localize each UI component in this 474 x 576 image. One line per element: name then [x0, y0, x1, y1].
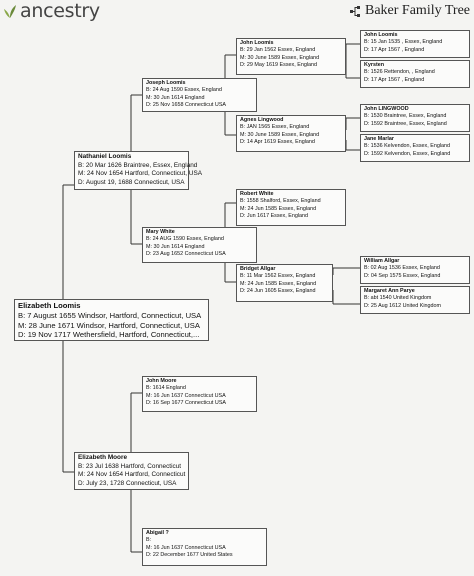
person-death: D: 22 December 1677 United States: [146, 551, 233, 558]
person-birth: B: 24 Aug 1590 Essex, England: [146, 87, 222, 94]
person-birth: B: 02 Aug 1536 Essex, England: [364, 265, 440, 272]
person-marriage: M: 24 Jun 1585 Essex, England: [240, 205, 317, 212]
person-birth: B: abt 1540 United Kingdom: [364, 295, 432, 302]
person-card-elizabeth-moore[interactable]: [74, 452, 189, 490]
person-death: D: 17 Apr 1567 , England: [364, 46, 425, 53]
person-card-jane-marlar[interactable]: [360, 134, 470, 162]
person-death: D: 17 Apr 1567 , England: [364, 76, 425, 83]
person-birth: B:: [146, 537, 152, 544]
person-marriage: M: 24 Nov 1654 Hartford, Connecticut, USA: [78, 170, 202, 178]
person-marriage: M: 30 June 1589 Essex, England: [240, 131, 320, 138]
person-card-william-allgar[interactable]: [360, 256, 470, 284]
person-card-mary-white[interactable]: [142, 227, 257, 263]
person-name: John Loomis: [364, 32, 398, 38]
person-marriage: M: 16 Jun 1637 Connecticut USA: [146, 544, 226, 551]
person-card-agnes-lingwood[interactable]: [236, 115, 346, 152]
person-birth: B: 11 Mar 1562 Essex, England: [240, 273, 316, 280]
brand-name: ancestry: [20, 0, 100, 22]
person-marriage: M: 30 Jun 1614 England: [146, 243, 205, 250]
tree-title[interactable]: [350, 3, 470, 19]
person-birth: B: 1526 Rettendon, , England: [364, 69, 435, 76]
person-death: D: 25 Aug 1612 United Kingdom: [364, 302, 442, 309]
person-name: Nathaniel Loomis: [78, 153, 132, 160]
person-death: D: Jun 1617 Essex, England: [240, 212, 309, 219]
person-death: D: 19 Nov 1717 Wethersfield, Hartford, Connecticut,...: [18, 330, 200, 340]
person-card-john-lingwood[interactable]: [360, 104, 470, 132]
person-name: Mary White: [146, 229, 175, 235]
person-birth: B: 29 Jan 1562 Essex, England: [240, 47, 316, 54]
person-death: D: 23 Aug 1652 Connecticut USA: [146, 250, 226, 257]
person-death: D: 16 Sep 1677 Connecticut USA: [146, 399, 227, 406]
person-card-nathaniel-loomis[interactable]: [74, 151, 202, 190]
person-death: D: 25 Nov 1658 Connecticut USA: [146, 101, 227, 108]
person-card-elizabeth-loomis[interactable]: [14, 299, 209, 341]
person-death: D: 1592 Braintree, Essex, England: [364, 120, 447, 127]
person-death: D: 14 Apr 1619 Essex, England: [240, 138, 315, 145]
person-name: Jane Marlar: [364, 136, 394, 142]
person-card-bridget-allgar[interactable]: [236, 264, 333, 302]
tree-title-text: Baker Family Tree: [365, 3, 470, 18]
person-birth: B: 20 Mar 1626 Braintree, Essex, England: [78, 161, 198, 169]
person-name: John LINGWOOD: [364, 106, 409, 112]
person-name: Abigail ?: [146, 530, 169, 536]
person-name: John Loomis: [240, 40, 274, 46]
person-death: D: 29 May 1619 Essex, England: [240, 61, 318, 68]
person-card-john-loomis-1535[interactable]: [360, 30, 470, 58]
person-card-abigail[interactable]: [142, 528, 267, 566]
person-marriage: M: 24 Jun 1585 Essex, England: [240, 280, 317, 287]
person-birth: B: 23 Jul 1638 Hartford, Connecticut: [78, 462, 182, 470]
person-name: Elizabeth Moore: [78, 454, 128, 461]
person-birth: B: 24 AUG 1590 Essex, England: [146, 236, 224, 243]
person-name: Kyrsten: [364, 62, 385, 68]
person-marriage: M: 28 June 1671 Windsor, Hartford, Connecticut, USA: [18, 320, 200, 330]
person-name: William Allgar: [364, 258, 400, 264]
person-birth: B: 7 August 1655 Windsor, Hartford, Connecticut, USA: [18, 310, 202, 320]
person-birth: B: 1558 Shalford, Essex, England: [240, 198, 321, 205]
person-death: D: 04 Sep 1575 Essex, England: [364, 272, 441, 279]
person-name: Elizabeth Loomis: [18, 301, 81, 310]
person-marriage: M: 30 Jun 1614 England: [146, 94, 205, 101]
person-birth: B: 1536 Kelvendon, Essex, England: [364, 143, 451, 150]
person-card-robert-white[interactable]: [236, 189, 346, 226]
person-death: D: July 23, 1728 Connecticut, USA: [78, 479, 177, 487]
person-card-margaret-ann-parye[interactable]: [360, 286, 470, 314]
person-marriage: M: 24 Nov 1654 Hartford, Connecticut: [78, 471, 186, 479]
person-name: Agnes Lingwood: [240, 117, 284, 123]
person-death: D: 1592 Kelvendon, Essex, England: [364, 150, 451, 157]
family-tree-icon: [350, 6, 361, 17]
ancestry-logo[interactable]: [2, 0, 100, 22]
person-death: D: August 19, 1688 Connecticut, USA: [78, 178, 185, 186]
person-name: Robert White: [240, 191, 274, 197]
person-name: Joseph Loomis: [146, 80, 186, 86]
person-card-joseph-loomis[interactable]: [142, 78, 257, 112]
person-card-john-moore[interactable]: [142, 376, 257, 412]
person-birth: B: 1614 England: [146, 385, 186, 392]
person-death: D: 24 Jun 1605 Essex, England: [240, 287, 316, 294]
person-birth: B: 1530 Braintree, Essex, England: [364, 113, 447, 120]
person-name: Bridget Allgar: [240, 266, 276, 272]
person-marriage: M: 16 Jun 1637 Connecticut USA: [146, 392, 226, 399]
person-name: John Moore: [146, 378, 177, 384]
person-birth: B: 15 Jan 1535 , Essex, England: [364, 39, 443, 46]
person-name: Margaret Ann Parye: [364, 288, 415, 294]
person-card-kyrsten[interactable]: [360, 60, 470, 88]
person-marriage: M: 30 June 1589 Essex, England: [240, 54, 320, 61]
person-card-john-loomis-1562[interactable]: [236, 38, 346, 75]
leaf-icon: [2, 3, 18, 19]
person-birth: B: JAN 1565 Essex, England: [240, 124, 310, 131]
